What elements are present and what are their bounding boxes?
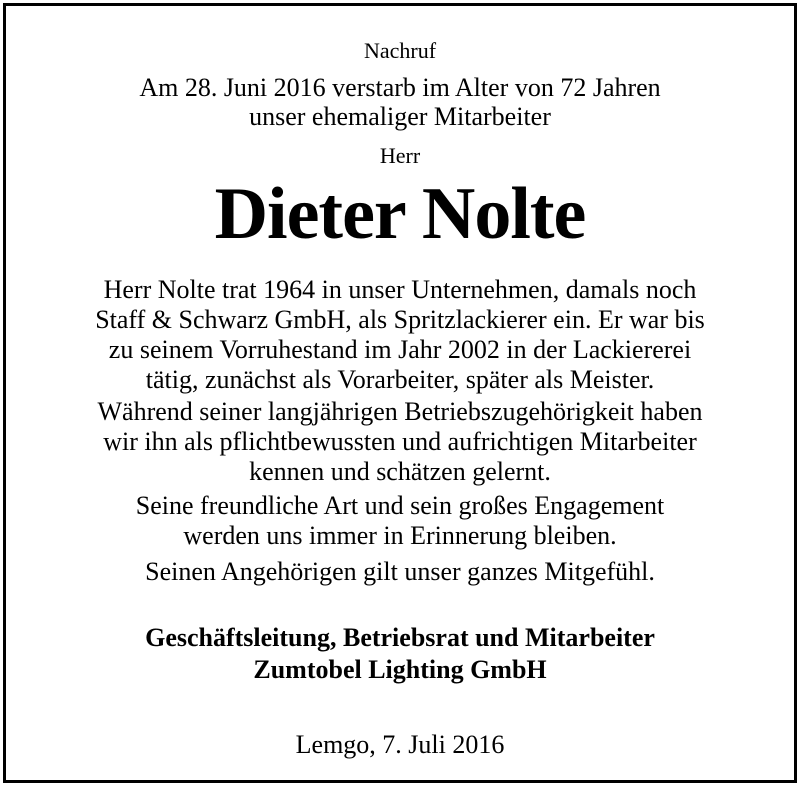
place-date: Lemgo, 7. Juli 2016 xyxy=(295,730,505,759)
paragraph-2-line-2: wir ihn als pflichtbewussten und aufrichtigen Mitarbeiter xyxy=(103,427,697,456)
paragraph-2-line-1: Während seiner langjährigen Betriebszugehörigkeit haben xyxy=(97,397,703,426)
paragraph-4-line-1: Seinen Angehörigen gilt unser ganzes Mitgefühl. xyxy=(145,557,655,586)
notice-label: Nachruf xyxy=(363,38,437,63)
intro-line-1: Am 28. Juni 2016 verstarb im Alter von 72 Jahren xyxy=(139,73,661,102)
signature-line-2: Zumtobel Lighting GmbH xyxy=(253,655,547,684)
paragraph-3-line-1: Seine freundliche Art und sein großes Engagement xyxy=(135,491,665,520)
intro-line-2: unser ehemaliger Mitarbeiter xyxy=(249,102,551,131)
paragraph-1-line-2: Staff & Schwarz GmbH, als Spritzlackierer ein. Er war bis xyxy=(95,305,705,334)
paragraph-1-line-1: Herr Nolte trat 1964 in unser Unternehmen, damals noch xyxy=(103,275,697,304)
paragraph-1-line-3: zu seinem Vorruhestand im Jahr 2002 in der Lackiererei xyxy=(108,335,692,364)
paragraph-3-line-2: werden uns immer in Erinnerung bleiben. xyxy=(183,521,617,550)
salutation: Herr xyxy=(379,143,421,168)
paragraph-1-line-4: tätig, zunächst als Vorarbeiter, später als Meister. xyxy=(145,365,655,394)
deceased-name: Dieter Nolte xyxy=(214,173,586,255)
signature-line-1: Geschäftsleitung, Betriebsrat und Mitarbeiter xyxy=(145,623,655,652)
paragraph-2-line-3: kennen und schätzen gelernt. xyxy=(249,457,551,486)
